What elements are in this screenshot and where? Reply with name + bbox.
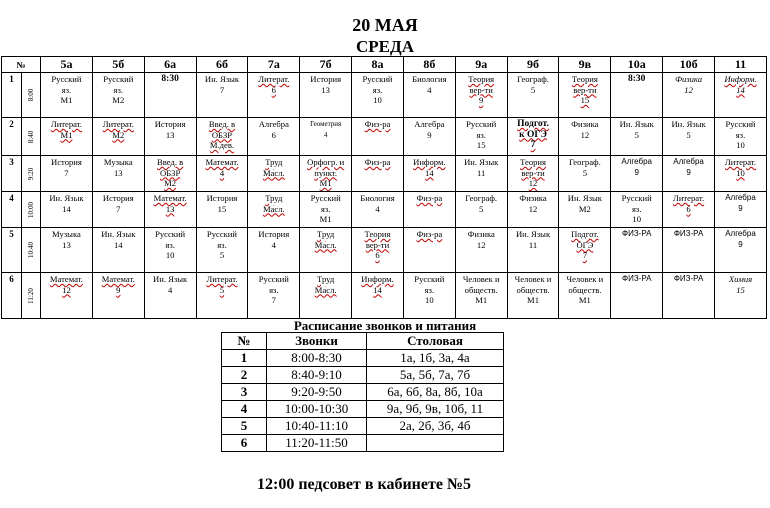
lesson-text: Ин. Язык 11: [464, 157, 499, 178]
lesson-text: Физика 12: [519, 193, 547, 214]
lesson-cell: [455, 228, 507, 273]
lesson-text: Орфогр. и пункт. М1: [307, 157, 345, 188]
schedule-day: СРЕДА: [356, 37, 414, 56]
lesson-cell: [714, 273, 766, 319]
lesson-text: Русский яз. 10: [725, 119, 756, 150]
lesson-text: Труд Масл.: [314, 274, 337, 295]
lesson-time: 10:40: [26, 242, 35, 258]
lesson-text: Человек и обществ. М1: [462, 274, 500, 305]
lesson-cell: [196, 228, 248, 273]
lesson-cell: [248, 118, 300, 156]
lesson-cell: [352, 228, 404, 273]
lesson-text: Ин. Язык М2: [567, 193, 602, 214]
lesson-cell: [507, 73, 559, 118]
bells-time: 8:40-9:10: [267, 367, 367, 384]
lesson-number: 4: [2, 192, 22, 228]
lesson-cell: [41, 192, 93, 228]
number-header: №: [2, 57, 41, 73]
lesson-cell: [248, 228, 300, 273]
lesson-cell: [714, 192, 766, 228]
lesson-text: Ин. Язык 7: [204, 74, 240, 95]
lesson-cell: [248, 73, 300, 118]
lesson-text: ФИЗ-РА: [673, 229, 704, 238]
lesson-time-cell: [22, 73, 41, 118]
lesson-text: Химия 15: [728, 274, 753, 295]
lesson-cell: [144, 118, 196, 156]
lesson-text: Русский яз. 10: [414, 274, 445, 305]
bells-canteen: 6а, 6б, 8а, 8б, 10а: [367, 384, 504, 401]
lesson-text: Введ. в ОБЗР М2: [157, 157, 184, 188]
lesson-cell: [455, 118, 507, 156]
lesson-time: 8:40: [26, 130, 35, 143]
lesson-text: Русский яз. М1: [51, 74, 82, 105]
bells-time: 11:20-11:50: [267, 435, 367, 452]
lesson-text: Математ. 12: [49, 274, 83, 295]
lesson-text: Литерат. М1: [50, 119, 83, 140]
bells-time: 10:00-10:30: [267, 401, 367, 418]
lesson-cell: [300, 118, 352, 156]
bells-number: 6: [222, 435, 267, 452]
lesson-cell: [300, 192, 352, 228]
lesson-cell: [92, 73, 144, 118]
lesson-time: 10:00: [26, 201, 35, 218]
lesson-cell: [92, 228, 144, 273]
lesson-text: История 4: [258, 229, 290, 250]
lesson-text: Географ. 5: [568, 157, 601, 178]
lesson-cell: [403, 156, 455, 192]
class-header: 10б: [663, 57, 715, 73]
lesson-row: [2, 118, 767, 156]
lesson-cell: [144, 273, 196, 319]
bells-canteen: 1а, 1б, 3а, 4а: [367, 350, 504, 367]
lesson-text: Русский яз. 5: [206, 229, 237, 260]
lesson-cell: [507, 192, 559, 228]
lesson-cell: [714, 118, 766, 156]
lesson-cell: [144, 73, 196, 118]
lesson-text: Музыка 13: [103, 157, 133, 178]
lesson-time-cell: [22, 118, 41, 156]
lesson-cell: [611, 118, 663, 156]
bells-number: 3: [222, 384, 267, 401]
lesson-number: 2: [2, 118, 22, 156]
bells-row: [222, 384, 504, 401]
lesson-text: Человек и обществ. М1: [514, 274, 552, 305]
lesson-cell: [352, 118, 404, 156]
lesson-text: Алгебра 9: [621, 157, 653, 177]
lesson-cell: [92, 192, 144, 228]
lesson-cell: [714, 228, 766, 273]
lesson-cell: [455, 192, 507, 228]
lesson-cell: [403, 192, 455, 228]
lesson-cell: [611, 228, 663, 273]
lesson-text: Подгот. ОГЭ 7: [571, 229, 599, 260]
lesson-cell: [507, 156, 559, 192]
lesson-cell: [144, 156, 196, 192]
lesson-text: Русский яз. 10: [621, 193, 652, 224]
bells-number: 5: [222, 418, 267, 435]
lesson-cell: [41, 73, 93, 118]
lesson-text: Человек и обществ. М1: [566, 274, 604, 305]
lesson-cell: [196, 73, 248, 118]
lesson-time-cell: [22, 192, 41, 228]
class-header: 5б: [92, 57, 144, 73]
lesson-text: Ин. Язык 4: [153, 274, 188, 295]
bells-canteen: 9а, 9б, 9в, 10б, 11: [367, 401, 504, 418]
lesson-time-cell: [22, 273, 41, 319]
bells-number-header: №: [222, 333, 267, 350]
lesson-cell: [403, 228, 455, 273]
lesson-text: Русский яз. М1: [310, 193, 341, 224]
lesson-cell: [663, 192, 715, 228]
lesson-text: Труд Масл.: [314, 229, 337, 250]
lesson-text: Теория вер-ти 6: [364, 229, 391, 260]
class-header: 7б: [300, 57, 352, 73]
lesson-cell: [41, 118, 93, 156]
lesson-text: Ин. Язык 11: [515, 229, 551, 250]
lesson-cell: [41, 156, 93, 192]
lesson-cell: [196, 192, 248, 228]
lesson-cell: [559, 228, 611, 273]
class-header: 7а: [248, 57, 300, 73]
lesson-row: [2, 156, 767, 192]
lesson-number: 3: [2, 156, 22, 192]
class-header: 6а: [144, 57, 196, 73]
lesson-text: Информ. 14: [361, 274, 394, 295]
lesson-text: ФИЗ-РА: [621, 274, 652, 283]
lesson-text: История 13: [154, 119, 186, 140]
lesson-text: Географ. 5: [465, 193, 498, 214]
lesson-cell: [352, 192, 404, 228]
lesson-text: Теория вер-ти 9: [468, 74, 495, 105]
lesson-cell: [92, 273, 144, 319]
lesson-text: Географ. 5: [517, 74, 549, 95]
lesson-cell: [41, 273, 93, 319]
class-header: 9в: [559, 57, 611, 73]
lesson-text: Русский яз. 15: [466, 119, 497, 150]
lesson-text: Литерат. 6: [672, 193, 705, 214]
lesson-cell: [507, 118, 559, 156]
class-header: 10а: [611, 57, 663, 73]
lesson-text: Физика 12: [571, 119, 599, 140]
bells-canteen-header: Столовая: [367, 333, 504, 350]
bells-time: 8:00-8:30: [267, 350, 367, 367]
bells-number: 1: [222, 350, 267, 367]
lesson-text: Русский яз. 7: [258, 274, 289, 305]
bells-title: Расписание звонков и питания: [293, 318, 477, 333]
lesson-text: Биология 4: [360, 193, 395, 214]
lesson-cell: [714, 156, 766, 192]
lesson-text: Русский яз. 10: [362, 74, 393, 105]
lesson-text: Введ. в ОБЗР М.дев.: [208, 119, 236, 150]
bells-row: [222, 435, 504, 452]
lesson-text: Физика 12: [467, 229, 495, 250]
bells-header-row: [222, 333, 504, 350]
lesson-cell: [507, 273, 559, 319]
lesson-time: 11:20: [26, 287, 35, 304]
class-header: 5а: [41, 57, 93, 73]
lesson-cell: [559, 73, 611, 118]
lesson-cell: [455, 273, 507, 319]
class-header: 8а: [352, 57, 404, 73]
lesson-text: Информ. 14: [413, 157, 446, 178]
lesson-cell: [352, 73, 404, 118]
lesson-cell: [144, 192, 196, 228]
lesson-text: Алгебра 9: [673, 157, 704, 177]
lesson-text: Литерат. 6: [258, 74, 290, 95]
bells-canteen: 2а, 2б, 3б, 4б: [367, 418, 504, 435]
lesson-text: История 13: [310, 74, 342, 95]
lesson-row: [2, 73, 767, 118]
lesson-cell: [559, 156, 611, 192]
footer-announcement: 12:00 педсовет в кабинете №5: [256, 476, 472, 493]
lesson-cell: [300, 273, 352, 319]
lesson-text: Теория вер-ти 15: [571, 74, 598, 105]
class-header: 6б: [196, 57, 248, 73]
lesson-text: Ин. Язык 14: [101, 229, 136, 250]
lesson-row: [2, 273, 767, 319]
lesson-text: 8:30: [161, 74, 179, 84]
lesson-text: Литерат. 5: [206, 274, 238, 295]
lesson-cell: [455, 156, 507, 192]
lesson-text: История 15: [206, 193, 238, 214]
lesson-cell: [559, 273, 611, 319]
lesson-cell: [352, 273, 404, 319]
lesson-text: Ин. Язык 14: [49, 193, 84, 214]
lesson-text: Труд Масл.: [262, 193, 285, 214]
lesson-text: Теория вер-ти 12: [520, 157, 546, 188]
lesson-cell: [352, 156, 404, 192]
lesson-cell: [611, 73, 663, 118]
lesson-text: Математ. 4: [205, 157, 239, 178]
lesson-text: 8:30: [628, 74, 646, 84]
lesson-text: Ин. Язык 5: [671, 119, 706, 140]
lesson-cell: [663, 273, 715, 319]
lesson-cell: [300, 73, 352, 118]
lesson-number: 5: [2, 228, 22, 273]
lesson-cell: [663, 228, 715, 273]
bells-number: 4: [222, 401, 267, 418]
lesson-text: Физ-ра: [416, 193, 443, 203]
lesson-cell: [92, 156, 144, 192]
lesson-text: Русский яз. М2: [103, 74, 134, 105]
lesson-text: Ин. Язык 5: [619, 119, 654, 140]
class-header: 9б: [507, 57, 559, 73]
bells-canteen: [367, 435, 504, 452]
lesson-text: ФИЗ-РА: [673, 274, 704, 283]
lesson-cell: [559, 192, 611, 228]
lesson-row: [2, 192, 767, 228]
lesson-cell: [559, 118, 611, 156]
lesson-text: Русский яз. 10: [155, 229, 186, 260]
lesson-number: 6: [2, 273, 22, 319]
lesson-text: Физ-ра: [364, 157, 391, 167]
bells-canteen: 5а, 5б, 7а, 7б: [367, 367, 504, 384]
bells-time: 9:20-9:50: [267, 384, 367, 401]
lesson-time-cell: [22, 228, 41, 273]
lesson-text: Алгебра 9: [414, 119, 445, 140]
lesson-row: [2, 228, 767, 273]
lesson-text: Физ-ра: [364, 119, 391, 129]
lesson-text: Информ. 14: [724, 74, 757, 95]
lesson-cell: [403, 73, 455, 118]
lesson-cell: [714, 73, 766, 118]
lesson-cell: [248, 273, 300, 319]
lesson-number: 1: [2, 73, 22, 118]
lesson-cell: [196, 118, 248, 156]
lesson-cell: [300, 228, 352, 273]
lesson-cell: [248, 192, 300, 228]
lesson-cell: [300, 156, 352, 192]
bells-row: [222, 418, 504, 435]
lesson-time: 9:20: [26, 167, 35, 180]
lesson-text: Физ-ра: [416, 229, 443, 239]
lesson-schedule-table: [1, 56, 767, 319]
lesson-cell: [611, 273, 663, 319]
lesson-time-cell: [22, 156, 41, 192]
lesson-text: Алгебра 9: [725, 229, 756, 249]
lesson-text: Биология 4: [412, 74, 447, 95]
lesson-text: Математ. 13: [153, 193, 187, 214]
lesson-cell: [663, 73, 715, 118]
lesson-text: Литерат. 10: [724, 157, 757, 178]
bells-row: [222, 401, 504, 418]
lesson-text: Геометрия 4: [310, 120, 342, 139]
schedule-date: 20 МАЯ: [352, 15, 418, 35]
lesson-cell: [196, 156, 248, 192]
lesson-cell: [144, 228, 196, 273]
bells-time: 10:40-11:10: [267, 418, 367, 435]
class-header: 9а: [455, 57, 507, 73]
lesson-text: История 7: [102, 193, 134, 214]
lesson-cell: [196, 273, 248, 319]
lesson-cell: [507, 228, 559, 273]
lesson-cell: [455, 73, 507, 118]
lesson-cell: [248, 156, 300, 192]
lesson-time: 8:00: [26, 88, 35, 102]
class-header: 11: [714, 57, 766, 73]
lesson-cell: [663, 156, 715, 192]
schedule-header-row: [2, 57, 767, 73]
lesson-text: ФИЗ-РА: [621, 229, 652, 238]
lesson-cell: [41, 228, 93, 273]
class-header: 8б: [403, 57, 455, 73]
bells-time-header: Звонки: [267, 333, 367, 350]
lesson-cell: [611, 156, 663, 192]
lesson-cell: [403, 273, 455, 319]
lesson-cell: [92, 118, 144, 156]
bells-number: 2: [222, 367, 267, 384]
lesson-cell: [663, 118, 715, 156]
lesson-text: Подгот. к ОГЭ 7: [517, 119, 549, 150]
lesson-text: Алгебра 6: [258, 119, 289, 140]
lesson-cell: [611, 192, 663, 228]
lesson-text: Физика 12: [675, 74, 703, 95]
lesson-text: Алгебра 9: [725, 193, 756, 213]
lesson-text: Музыка 13: [52, 229, 81, 250]
lesson-cell: [403, 118, 455, 156]
bells-row: [222, 367, 504, 384]
bells-row: [222, 350, 504, 367]
lesson-text: История 7: [51, 157, 82, 178]
lesson-text: Литерат. М2: [102, 119, 134, 140]
lesson-text: Математ. 9: [101, 274, 135, 295]
bells-table: [221, 332, 504, 452]
lesson-text: Труд Масл.: [262, 157, 285, 178]
